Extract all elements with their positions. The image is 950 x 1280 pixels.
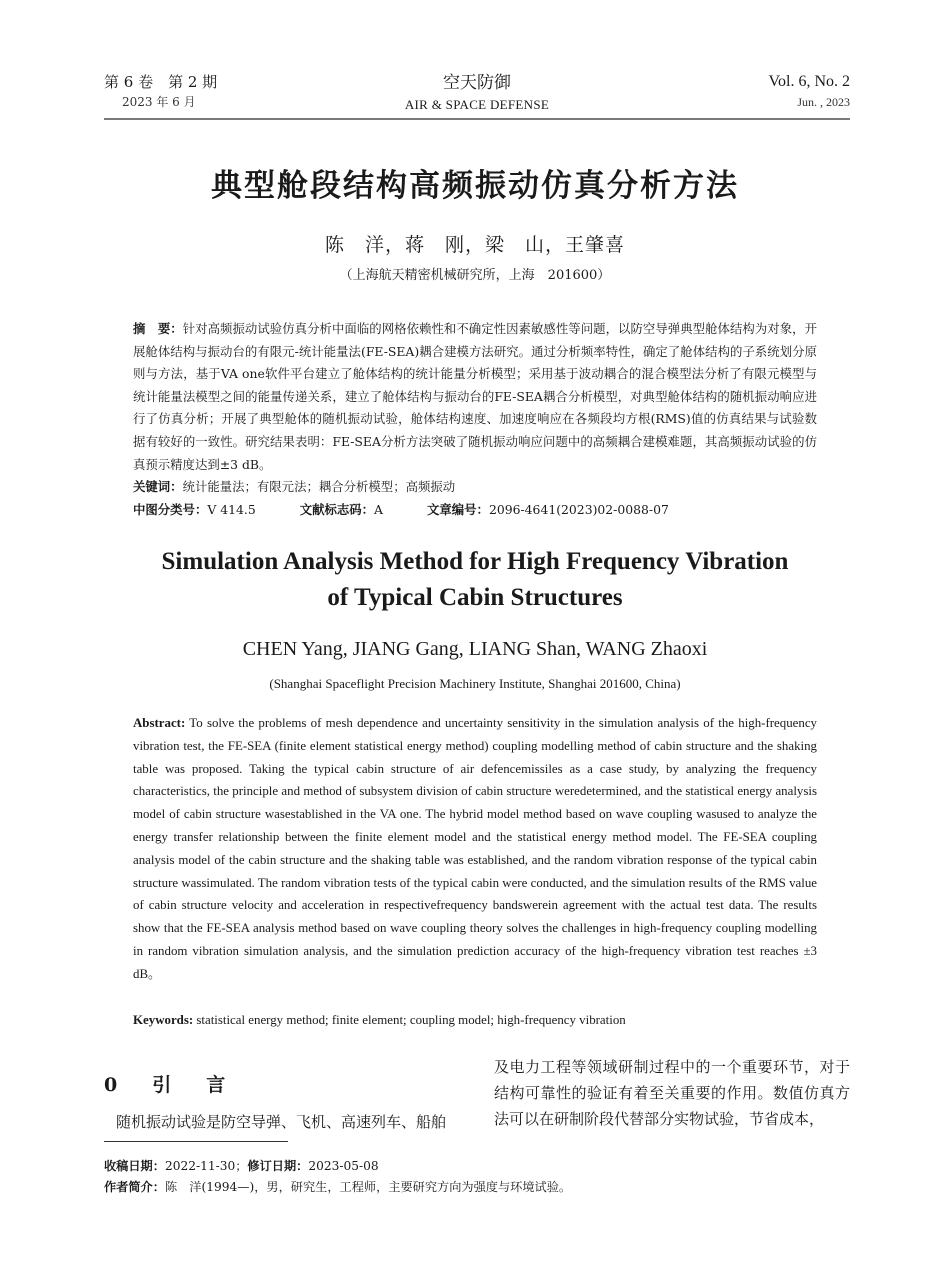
footnotes [104,1156,850,1198]
article-number-label: 文章编号： [427,502,489,517]
doc-code-label: 文献标志码： [299,502,375,517]
header-divider [104,118,850,120]
keywords-en-label: Keywords: [133,1013,194,1027]
received-label: 收稿日期： [104,1159,165,1173]
footnote-dates [104,1156,850,1177]
keywords-cn-text: 统计能量法；有限元法；耦合分析模型；高频振动 [182,479,456,494]
abstract-cn [133,318,817,476]
abstract-cn-text: 针对高频振动试验仿真分析中面临的网格依赖性和不确定性因素敏感性等问题，以防空导弹典型舱体结构为对象，开展舱体结构与振动台的有限元-统计能量法(FE-SEA)耦合建模方法研究。通过分析频率特性，确定了舱体结构的子系统划分原则与方法，基于VA one软件平台建立了舱体结构的统计能量分析模型；采用基于波动耦合的混合模型法分析了有限元模型与统计能量法模型之间的能量传递关系，建立了舱体结构与振动台的FE-SEA耦合分析模型，对典型舱体结构的随机振动响应进行了仿真分析；开展了典型舱体的随机振动试验，舱体结构速度、加速度响应在各频段均方根(RMS)值的仿真结果与试验数据有较好的一致性。研究结果表明：FE-SEA分析方法突破了随机振动响应问题中的高频耦合建模难题，其高频振动试验的仿真预示精度达到±3 dB。 [133,321,818,472]
footnote-author [104,1177,850,1198]
clc-value: V 414.5 [207,502,256,517]
section-heading-introduction: 0 引 言 [104,1074,234,1096]
authors-cn: 陈 洋，蒋 刚，梁 山，王肇喜 [324,234,625,256]
keywords-en-text: statistical energy method; finite element; coupling model; high-frequency vibration [193,1013,626,1027]
keywords-cn-label: 关键词： [133,479,183,494]
date-en: Jun. , 2023 [797,95,850,109]
body-text-right-column: 及电力工程等领域研制过程中的一个重要环节，对于结构可靠性的验证有着至关重要的作用。数值仿真方法可以在研制阶段代替部分实物试验，节省成本， [494,1058,850,1128]
doc-code-value: A [374,502,383,517]
paper-title-en-line1: Simulation Analysis Method for High Frequency Vibration [161,548,789,575]
received-date: 2022-11-30； [164,1159,248,1173]
paper-title-cn: 典型舱段结构高频振动仿真分析方法 [211,168,739,204]
revised-label: 修订日期： [247,1159,309,1173]
page-header [104,72,850,120]
journal-name-en: AIR & SPACE DEFENSE [404,97,550,112]
body-text-left-column: 随机振动试验是防空导弹、飞机、高速列车、船舶 [116,1113,447,1131]
clc-label: 中图分类号： [133,502,208,517]
volume-en: Vol. 6, No. 2 [768,73,850,90]
footnote-divider [104,1141,288,1142]
abstract-cn-label: 摘 要： [133,321,183,336]
article-number-value: 2096-4641(2023)02-0088-07 [488,502,669,517]
paper-title-en [0,544,950,616]
classification-line [133,499,817,522]
paper-title-en-line2: of Typical Cabin Structures [327,584,623,611]
header-right [769,72,851,112]
authors-en: CHEN Yang, JIANG Gang, LIANG Shan, WANG Zhaoxi [242,638,708,660]
affiliation-cn: （上海航天精密机械研究所，上海 201600） [339,268,611,283]
keywords-cn [133,476,817,499]
revised-date: 2023-05-08 [308,1159,379,1173]
abstract-en-label: Abstract: [133,716,186,730]
volume-issue: 第 6 卷 第 2 期 [104,73,218,91]
abstract-en-text: To solve the problems of mesh dependence and uncertainty sensitivity in the simulation analysis of the high-frequency vibration test, the FE-SEA (finite element statistical energy method) coupling modelling method of cabin structure and the shaking table was proposed. Taking the typical cabin structure of air defencemissiles as a case study, by analyzing the frequency characteristics, the principle and method of subsystem division of cabin structure weredetermined, and the statistical energy analysis model of cabin structure wasestablished in the VA one. The hybrid model method based on wave coupling wasused to analyze the energy transfer relationship between the finite element model and the statistical energy method model. The FE-SEA coupling analysis model of the cabin structure and the shaking table was established, and the random vibration response of the typical cabin structure wassimulated. The random vibration tests of the typical cabin were conducted, and the simulation results of the RMS value of cabin structure velocity and acceleration in respectivefrequency bandswerein agreement with the actual test data. The results show that the FE-SEA analysis method based on wave coupling theory solves the challenges in high-frequency coupling modelling in random vibration simulation analysis, and the simulation prediction accuracy of the high-frequency vibration test reaches ±3 dB。 [133,716,817,981]
date-cn: 2023 年 6 月 [122,95,196,109]
keywords-en [133,1009,817,1031]
affiliation-en: (Shanghai Spaceflight Precision Machinery Institute, Shanghai 201600, China) [269,676,681,691]
author-bio-label: 作者简介： [104,1180,165,1194]
journal-name-cn: 空天防御 [443,73,511,93]
abstract-en [133,712,817,986]
header-center [104,72,850,116]
author-bio: 陈 洋(1994—)，男，研究生，工程师，主要研究方向为强度与环境试验。 [164,1180,572,1194]
